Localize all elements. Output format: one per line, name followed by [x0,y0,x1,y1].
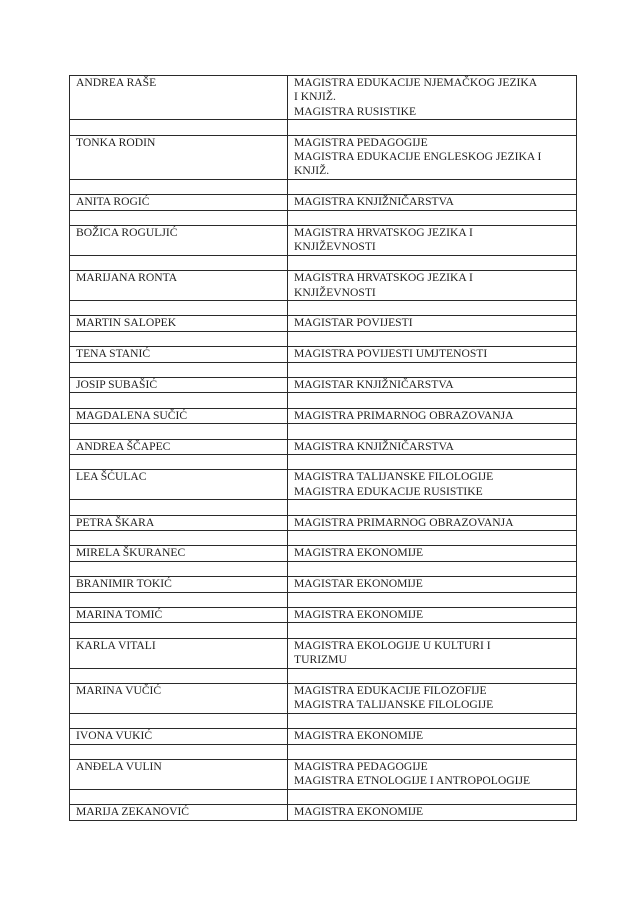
empty-cell [288,623,577,638]
graduate-name: ANDREA RAŠE [76,76,157,89]
degree-title-line: MAGISTRA KNJIŽNIČARSTVA [294,195,454,209]
empty-cell [288,393,577,408]
graduate-name-cell [70,638,288,668]
table-row [70,577,577,592]
graduate-name-cell [70,76,288,120]
degree-cell [288,408,577,423]
spacer-row [70,424,577,439]
degree-cell [288,760,577,790]
graduate-name-cell [70,195,288,210]
graduate-name: MARIJANA RONTA [76,271,178,285]
empty-cell [288,301,577,316]
degree-title-line: MAGISTRA RUSISTIKE [294,104,417,118]
empty-cell [288,179,577,194]
graduate-name-cell [70,805,288,820]
degree-title-line: MAGISTRA EKONOMIJE [294,805,424,819]
graduates-table-body [70,76,577,821]
graduate-name: JOSIP SUBAŠIĆ [76,378,158,392]
graduate-name-cell [70,546,288,561]
table-row [70,135,577,179]
spacer-row [70,120,577,135]
graduate-name-cell [70,316,288,331]
degree-cell [288,271,577,301]
degree-cell [288,470,577,500]
empty-cell [70,455,288,470]
graduate-name-cell [70,684,288,714]
spacer-row [70,789,577,804]
degree-title-line: MAGISTAR POVIJESTI [294,316,413,330]
degree-title-line: MAGISTRA POVIJESTI UMJTENOSTI [294,347,488,361]
empty-cell [288,424,577,439]
graduate-name: IVONA VUKIĆ [76,729,153,743]
empty-cell [288,362,577,377]
table-row [70,729,577,744]
empty-cell [70,744,288,759]
empty-cell [70,331,288,346]
graduate-name: MARIJA ZEKANOVIĆ [76,805,190,819]
table-row [70,347,577,362]
empty-cell [70,500,288,515]
spacer-row [70,179,577,194]
graduate-name-cell [70,408,288,423]
degree-cell [288,577,577,592]
table-row [70,515,577,530]
graduate-name-cell [70,226,288,256]
table-row [70,408,577,423]
empty-cell [70,531,288,546]
spacer-row [70,713,577,728]
degree-cell [288,195,577,210]
graduate-name: TONKA RODIN [76,135,156,149]
empty-cell [288,531,577,546]
empty-cell [288,500,577,515]
empty-cell [288,120,577,135]
graduate-name: ANĐELA VULIN [76,760,162,773]
spacer-row [70,668,577,683]
table-row [70,271,577,301]
spacer-row [70,592,577,607]
degree-title-line: MAGISTRA HRVATSKOG JEZIKA I [294,226,473,240]
degree-title-line: MAGISTRA EKONOMIJE [294,608,424,621]
spacer-row [70,455,577,470]
graduate-name-cell [70,577,288,592]
graduate-name: LEA ŠĆULAC [76,470,147,484]
degree-cell [288,378,577,393]
graduate-name: BOŽICA ROGULJIĆ [76,226,178,240]
spacer-row [70,393,577,408]
degree-title-line: MAGISTRA EKOLOGIJE U KULTURI I [294,638,491,652]
degree-title-line: MAGISTRA ETNOLOGIJE I ANTROPOLOGIJE [294,774,531,788]
degree-title-line: MAGISTRA HRVATSKOG JEZIKA I [294,271,473,285]
empty-cell [288,561,577,576]
degree-cell [288,76,577,120]
empty-cell [70,179,288,194]
degree-title-line: MAGISTRA PRIMARNOG OBRAZOVANJA [294,408,514,422]
degree-cell [288,805,577,820]
empty-cell [288,789,577,804]
table-row [70,470,577,500]
graduate-name: ANITA ROGIĆ [76,195,150,209]
table-row [70,226,577,256]
empty-cell [288,744,577,759]
degree-title-line: MAGISTRA EDUKACIJE ENGLESKOG JEZIKA I [294,150,542,164]
degree-title-line: MAGISTRA TALIJANSKE FILOLOGIJE [294,470,494,484]
graduate-name-cell [70,271,288,301]
degree-cell [288,638,577,668]
empty-cell [288,668,577,683]
spacer-row [70,255,577,270]
degree-cell [288,316,577,331]
degree-title-line: MAGISTRA TALIJANSKE FILOLOGIJE [294,698,494,712]
degree-title-line: KNJIŽ. [294,164,330,178]
empty-cell [70,362,288,377]
degree-cell [288,684,577,714]
graduate-name-cell [70,470,288,500]
degree-cell [288,439,577,454]
table-row [70,684,577,714]
empty-cell [288,210,577,225]
empty-cell [70,713,288,728]
graduate-name-cell [70,378,288,393]
degree-cell [288,729,577,744]
degree-title-line: MAGISTRA PRIMARNOG OBRAZOVANJA [294,515,514,529]
graduate-name-cell [70,347,288,362]
degree-title-line: MAGISTRA PEDAGOGIJE [294,760,428,773]
graduate-name: TENA STANIĆ [76,347,151,361]
graduate-name-cell [70,729,288,744]
empty-cell [288,592,577,607]
degree-title-line: MAGISTAR KNJIŽNIČARSTVA [294,378,454,392]
empty-cell [70,424,288,439]
graduates-table [69,75,577,821]
spacer-row [70,744,577,759]
graduate-name: MARINA TOMIĆ [76,608,163,621]
graduate-name: PETRA ŠKARA [76,515,155,529]
table-row [70,439,577,454]
table-row [70,546,577,561]
degree-title-line: MAGISTAR EKONOMIJE [294,577,423,591]
spacer-row [70,500,577,515]
table-row [70,638,577,668]
degree-title-line: KNJIŽEVNOSTI [294,240,376,254]
empty-cell [288,331,577,346]
spacer-row [70,331,577,346]
degree-title-line: MAGISTRA EDUKACIJE FILOZOFIJE [294,684,487,697]
degree-cell [288,546,577,561]
spacer-row [70,210,577,225]
degree-title-line: MAGISTRA EKONOMIJE [294,546,424,560]
degree-cell [288,135,577,179]
graduate-name-cell [70,439,288,454]
empty-cell [70,301,288,316]
table-row [70,760,577,790]
degree-title-line: MAGISTRA EDUKACIJE NJEMAČKOG JEZIKA [294,76,538,89]
degree-cell [288,608,577,623]
degree-title-line: KNJIŽEVNOSTI [294,285,376,299]
degree-cell [288,347,577,362]
empty-cell [288,255,577,270]
table-row [70,195,577,210]
graduate-name-cell [70,515,288,530]
spacer-row [70,623,577,638]
graduate-name-cell [70,608,288,623]
table-row [70,76,577,120]
degree-title-line: MAGISTRA KNJIŽNIČARSTVA [294,439,454,453]
degree-title-line: MAGISTRA PEDAGOGIJE [294,135,428,149]
table-row [70,805,577,820]
spacer-row [70,561,577,576]
table-row [70,316,577,331]
degree-cell [288,226,577,256]
empty-cell [70,210,288,225]
graduate-name: MIRELA ŠKURANEC [76,546,186,560]
empty-cell [70,592,288,607]
empty-cell [70,393,288,408]
table-row [70,378,577,393]
degree-title-line: MAGISTRA EKONOMIJE [294,729,424,743]
table-row [70,608,577,623]
graduate-name: BRANIMIR TOKIĆ [76,577,172,591]
spacer-row [70,531,577,546]
degree-title-line: I KNJIŽ. [294,90,336,104]
empty-cell [288,455,577,470]
graduate-name: KARLA VITALI [76,638,156,652]
graduate-name: MARINA VUČIĆ [76,684,162,697]
graduate-name: ANDREA ŠČAPEC [76,439,171,453]
degree-title-line: MAGISTRA EDUKACIJE RUSISTIKE [294,484,483,498]
empty-cell [70,255,288,270]
spacer-row [70,301,577,316]
empty-cell [70,120,288,135]
degree-cell [288,515,577,530]
graduate-name: MAGDALENA SUČIĆ [76,408,188,422]
empty-cell [70,623,288,638]
empty-cell [70,789,288,804]
graduate-name: MARTIN SALOPEK [76,316,177,330]
graduate-name-cell [70,760,288,790]
degree-title-line: TURIZMU [294,653,347,667]
empty-cell [70,668,288,683]
graduate-name-cell [70,135,288,179]
spacer-row [70,362,577,377]
empty-cell [288,713,577,728]
empty-cell [70,561,288,576]
